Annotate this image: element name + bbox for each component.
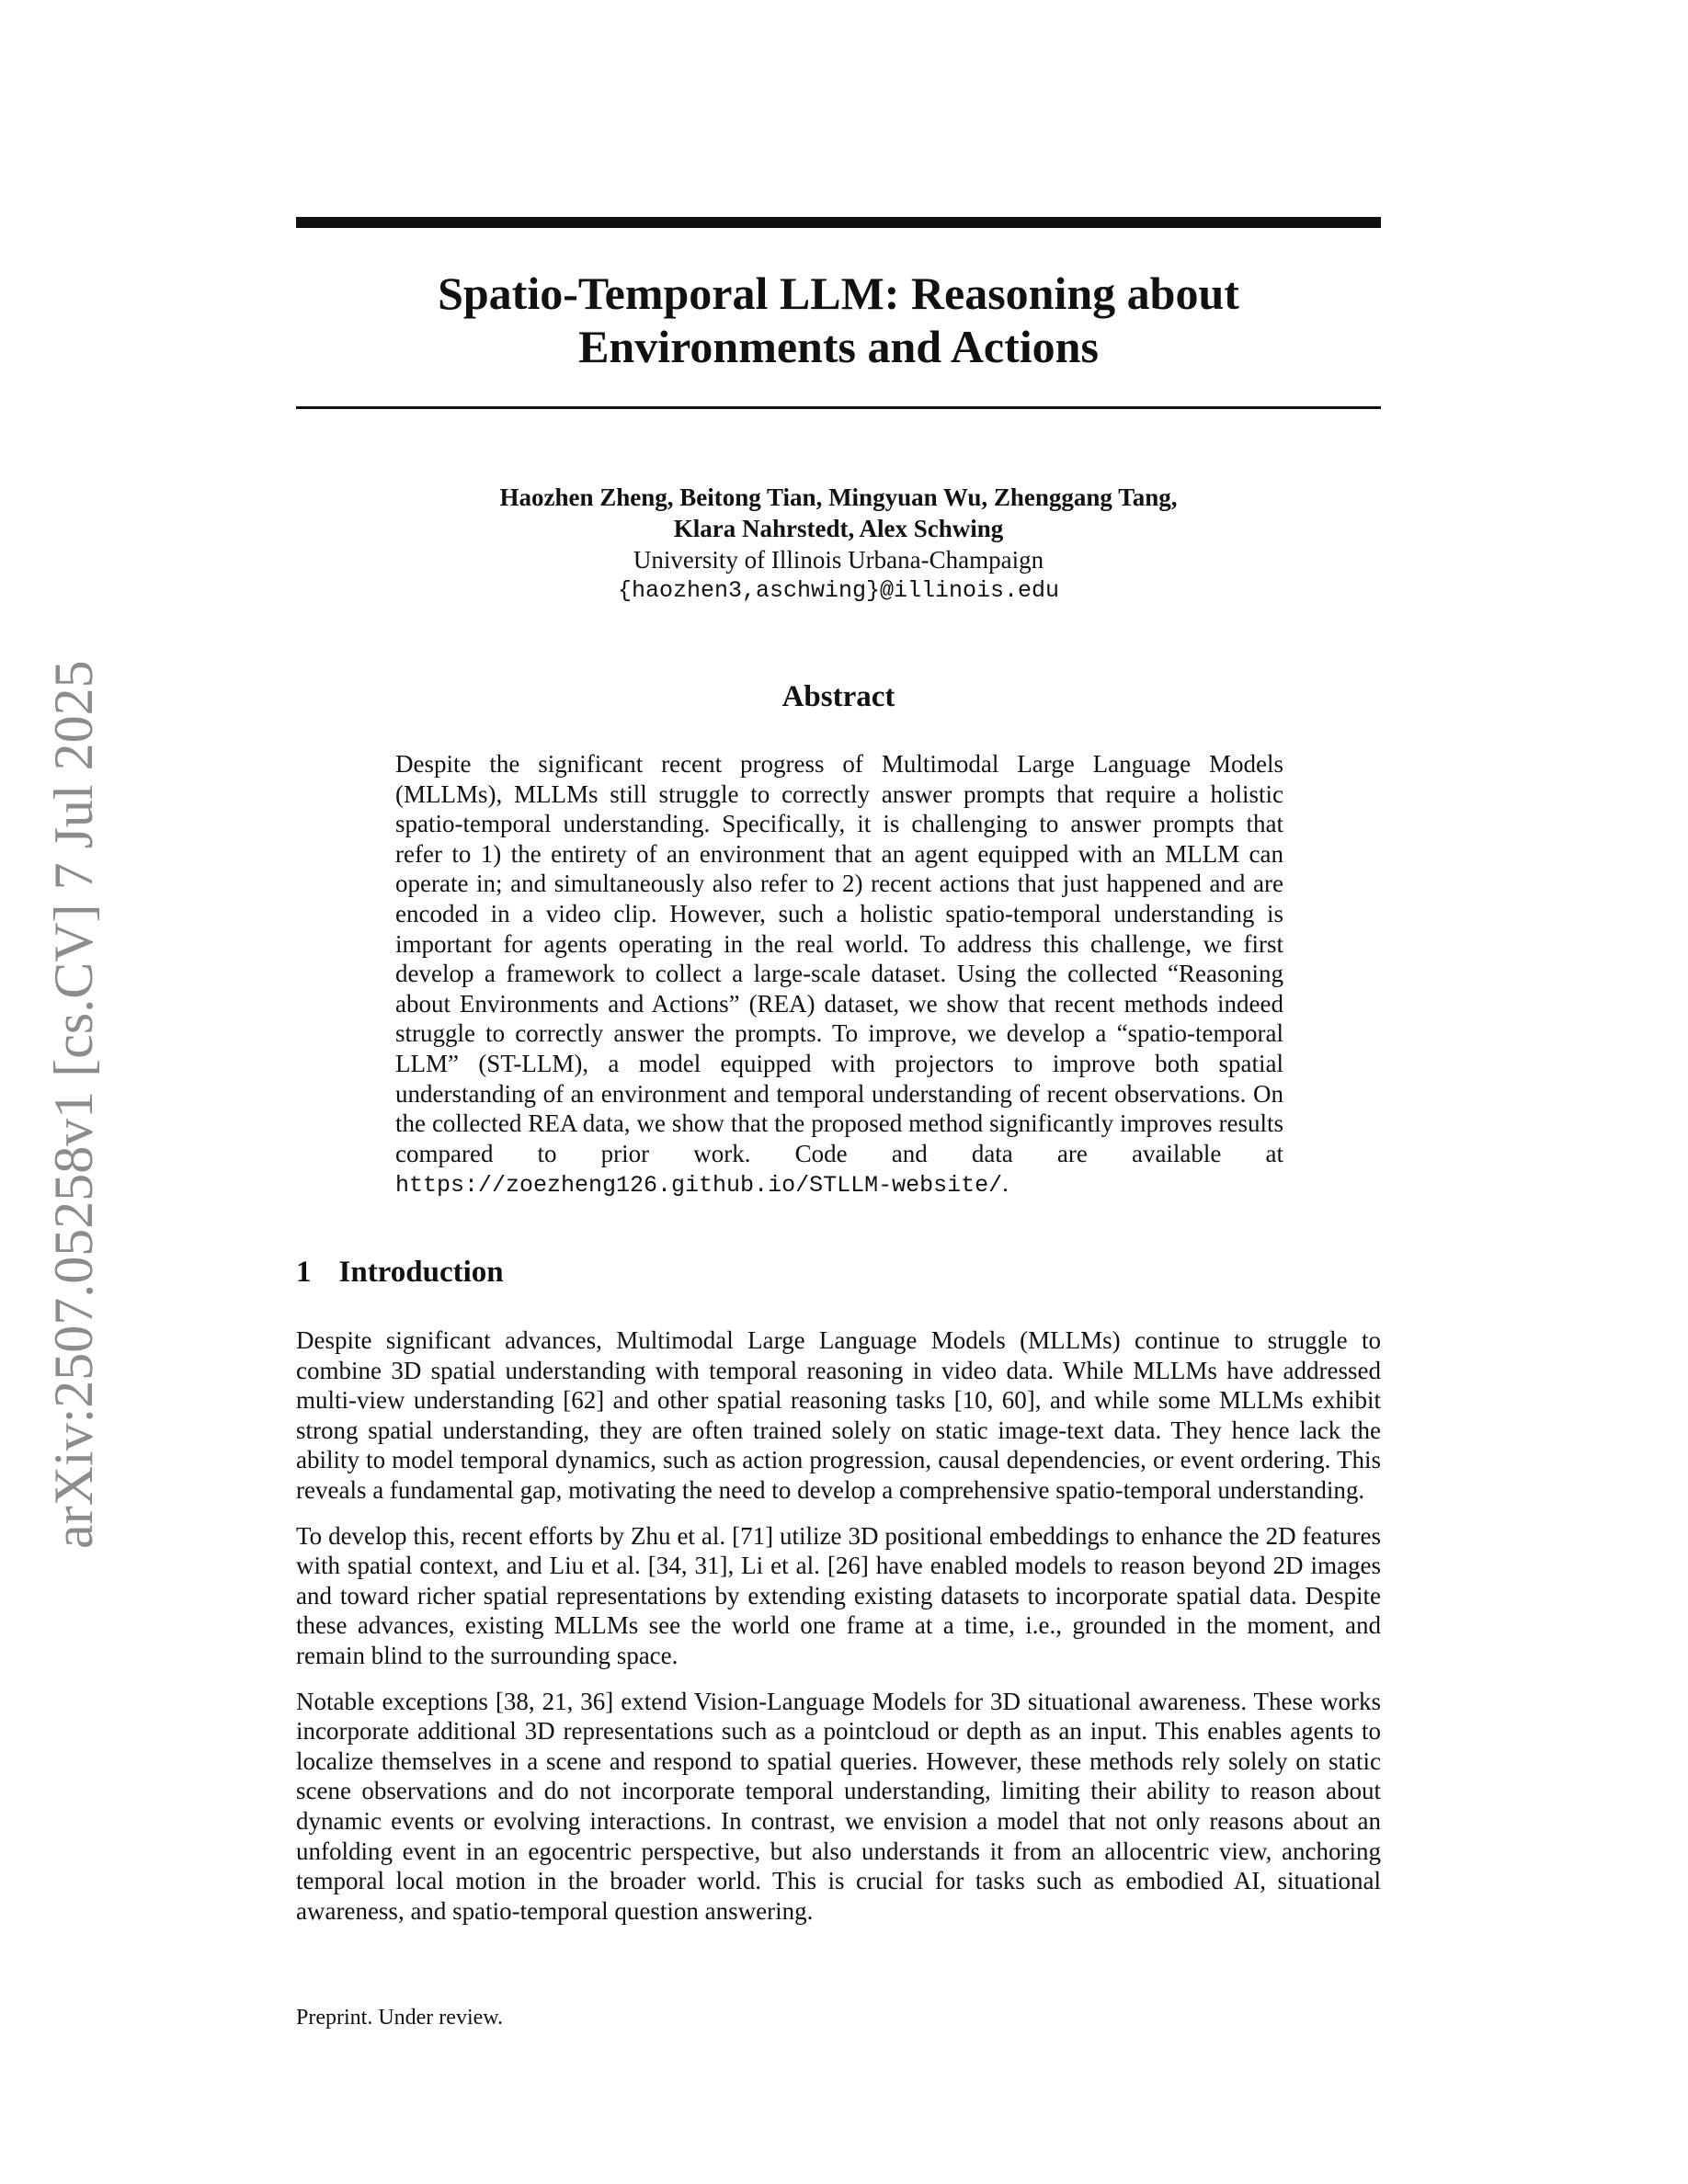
- abstract-text: [395, 749, 1283, 1201]
- intro-paragraph-1: Despite significant advances, Multimodal Large Language Models (MLLMs) continue to struggle to combine 3D spatial understanding with temporal reasoning in video data. While MLLMs have addressed multi-view understanding [62] and other spatial reasoning tasks [10, 60], and while some MLLMs exhibit strong spatial understanding, they are often trained solely on static image-text data. They hence lack the ability to model temporal dynamics, such as action progression, causal dependencies, or event ordering. This reveals a fundamental gap, motivating the need to develop a comprehensive spatio-temporal understanding.: [296, 1326, 1381, 1504]
- arxiv-identifier-stamp: arXiv:2507.05258v1 [cs.CV] 7 Jul 2025: [43, 660, 104, 1549]
- introduction-body: [296, 1325, 1381, 1941]
- author-email: {haozhen3,aschwing}@illinois.edu: [617, 577, 1060, 604]
- paper-title-line-1: Spatio-Temporal LLM: Reasoning about: [438, 267, 1239, 319]
- intro-paragraph-2: To develop this, recent efforts by Zhu et al. [71] utilize 3D positional embeddings to enhance the 2D features with spatial context, and Liu et al. [34, 31], Li et al. [26] have enabled models to reason beyond 2D images and toward richer spatial representations by extending existing datasets to incorporate spatial data. Despite these advances, existing MLLMs see the world one frame at a time, i.e., grounded in the moment, and remain blind to the surrounding space.: [296, 1521, 1381, 1669]
- abstract-heading: Abstract: [781, 680, 895, 713]
- paper-title-line-2: Environments and Actions: [578, 321, 1099, 372]
- intro-paragraph-3: Notable exceptions [38, 21, 36] extend Vision-Language Models for 3D situational awareness. These works incorporate additional 3D representations such as a pointcloud or depth as an input. This enables agents to localize themselves in a scene and respond to spatial queries. However, these methods rely solely on static scene observations and do not incorporate temporal understanding, limiting their ability to reason about dynamic events or evolving interactions. In contrast, we envision a model that not only reasons about an unfolding event in an egocentric perspective, but also understands it from an allocentric view, anchoring temporal local motion in the broader world. This is crucial for tasks such as embodied AI, situational awareness, and spatio-temporal question answering.: [296, 1687, 1381, 1925]
- section-number: 1: [296, 1256, 312, 1289]
- author-block: [296, 482, 1381, 607]
- footer-preprint-note: Preprint. Under review.: [296, 2006, 504, 2030]
- title-bottom-rule: [296, 406, 1381, 409]
- abstract-trailing-period: .: [1002, 1169, 1009, 1198]
- title-top-rule: [296, 217, 1381, 228]
- project-url-link[interactable]: https://zoezheng126.github.io/STLLM-website/: [395, 1172, 1003, 1200]
- section-heading-introduction: [296, 1256, 504, 1290]
- abstract-body-text: Despite the significant recent progress of Multimodal Large Language Models (MLLMs), MLLMs still struggle to correctly answer prompts that require a holistic spatio-temporal understanding. Specifically, it is challenging to answer prompts that refer to 1) the entirety of an environment that an agent equipped with an MLLM can operate in; and simultaneously also refer to 2) recent actions that just happened and are encoded in a video clip. However, such a holistic spatio-temporal understanding is important for agents operating in the real world. To address this challenge, we first develop a framework to collect a large-scale dataset. Using the collected “Reasoning about Environments and Actions” (REA) dataset, we show that recent methods indeed struggle to correctly answer the prompts. To improve, we develop a “spatio-temporal LLM” (ST-LLM), a model equipped with projectors to improve both spatial understanding of an environment and temporal understanding of recent observations. On the collected REA data, we show that the proposed method significantly improves results compared to prior work. Code and data are available at: [395, 750, 1283, 1167]
- author-names-line-1: Haozhen Zheng, Beitong Tian, Mingyuan Wu, Zhenggang Tang,: [499, 483, 1178, 511]
- author-affiliation: University of Illinois Urbana-Champaign: [633, 546, 1044, 574]
- author-names-line-2: Klara Nahrstedt, Alex Schwing: [673, 515, 1004, 542]
- section-title: Introduction: [338, 1256, 504, 1289]
- paper-title: [296, 267, 1381, 373]
